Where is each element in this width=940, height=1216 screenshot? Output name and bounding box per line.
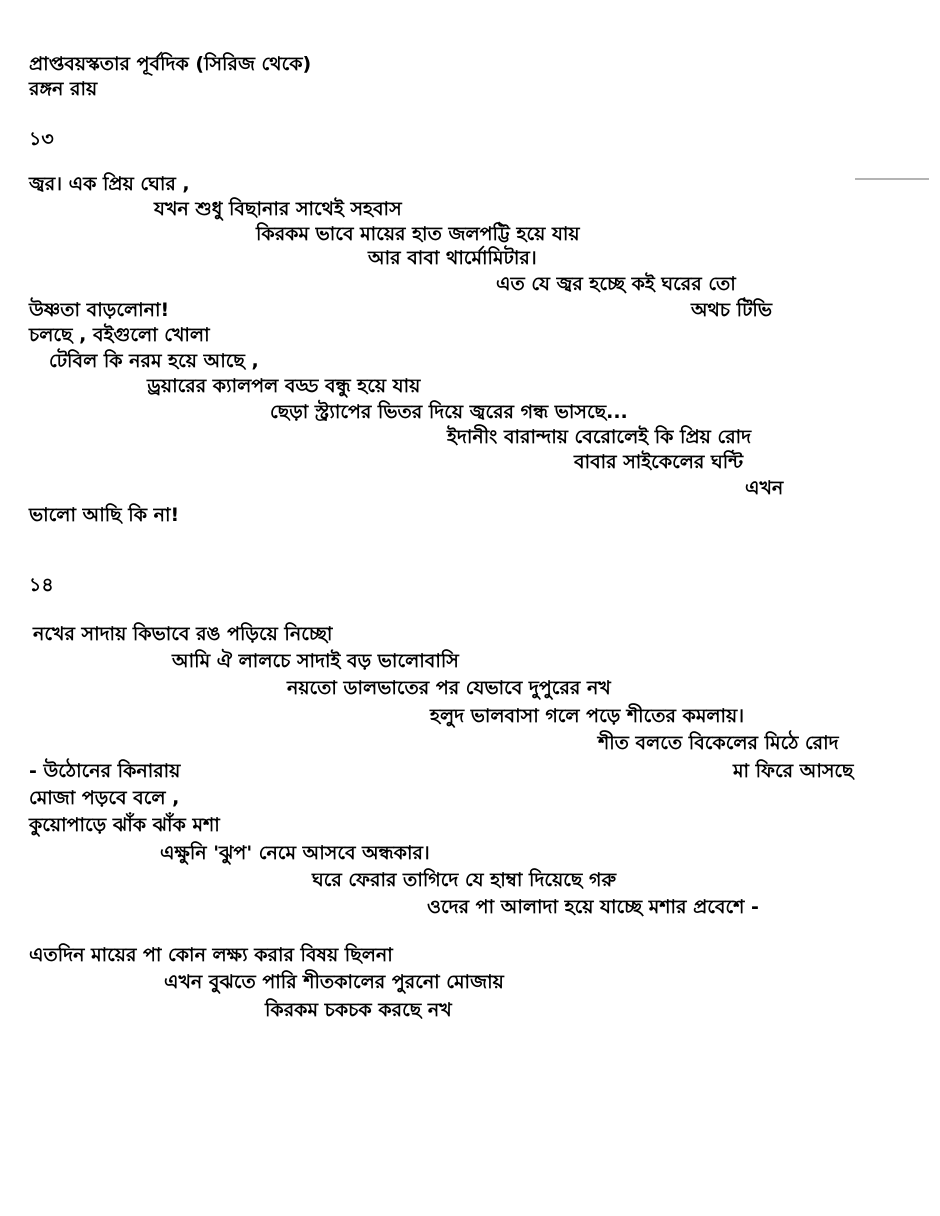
poem-line: জ্বর। এক প্রিয় ঘোর ,	[29, 173, 190, 195]
poem-line: ভালো আছি কি না!	[29, 504, 180, 526]
poem-line: মোজা পড়বে বলে ,	[29, 787, 180, 809]
poem-line: শীত বলতে বিকেলের মিঠে রোদ	[598, 732, 839, 754]
poem-line: এত যে জ্বর হচ্ছে কই ঘরের তো	[496, 273, 736, 295]
section-14-number: ১৪	[29, 574, 54, 596]
poem-line: ওদের পা আলাদা হয়ে যাচ্ছে মশার প্রবেশে -	[427, 896, 759, 918]
poem-line: ড্রয়ারের ক্যালপল বড্ড বন্ধু হয়ে যায়	[147, 375, 421, 397]
poem-line: মা ফিরে আসছে	[733, 760, 854, 782]
horizontal-rule	[855, 178, 929, 180]
poem-line: - উঠোনের কিনারায়	[29, 760, 181, 782]
poem-line: আমি ঐ লালচে সাদাই বড় ভালোবাসি	[172, 650, 459, 672]
poem-line: এখন	[745, 477, 784, 499]
poem-line: কুয়োপাড়ে ঝাঁক ঝাঁক মশা	[29, 814, 220, 836]
poem-author: রঙ্গন রায়	[29, 78, 98, 100]
poem-line: এতদিন মায়ের পা কোন লক্ষ্য করার বিষয় ছিলনা	[29, 944, 393, 966]
poem-line: ঘরে ফেরার তাগিদে যে হাম্বা দিয়েছে গরু	[312, 869, 617, 891]
poem-line: নখের সাদায় কিভাবে রঙ পড়িয়ে নিচ্ছো	[33, 623, 333, 645]
poem-line: এখন বুঝতে পারি শীতকালের পুরনো মোজায়	[164, 971, 504, 993]
poem-line: ইদানীং বারান্দায় বেরোলেই কি প্রিয় রোদ	[447, 426, 752, 448]
poem-line: হলুদ ভালবাসা গলে পড়ে শীতের কমলায়।	[430, 705, 745, 727]
poem-line: বাবার সাইকেলের ঘন্টি	[574, 451, 744, 473]
section-13-number: ১৩	[29, 128, 54, 150]
poem-line: এক্ষুনি 'ঝুপ' নেমে আসবে অন্ধকার।	[160, 842, 430, 864]
poem-line: কিরকম চকচক করছে নখ	[265, 999, 452, 1021]
poem-title: প্রাপ্তবয়স্কতার পূর্বদিক (সিরিজ থেকে)	[29, 53, 312, 75]
poem-line: আর বাবা থার্মোমিটার।	[368, 247, 537, 269]
poem-line: অথচ টিভি	[691, 299, 773, 321]
poem-line: টেবিল কি নরম হয়ে আছে ,	[49, 350, 259, 372]
poem-line: কিরকম ভাবে মায়ের হাত জলপট্টি হয়ে যায়	[256, 223, 580, 245]
poem-line: উষ্ণতা বাড়লোনা!	[29, 299, 170, 321]
poem-line: চলছে , বইগুলো খোলা	[29, 324, 210, 346]
poem-line: ছেড়া স্ট্র্যাপের ভিতর দিয়ে জ্বরের গন্ধ ভাসছে...	[270, 401, 628, 423]
poem-line: যখন শুধু বিছানার সাথেই সহবাস	[154, 198, 402, 220]
poem-line: নয়তো ডালভাতের পর যেভাবে দুপুরের নখ	[287, 677, 611, 699]
